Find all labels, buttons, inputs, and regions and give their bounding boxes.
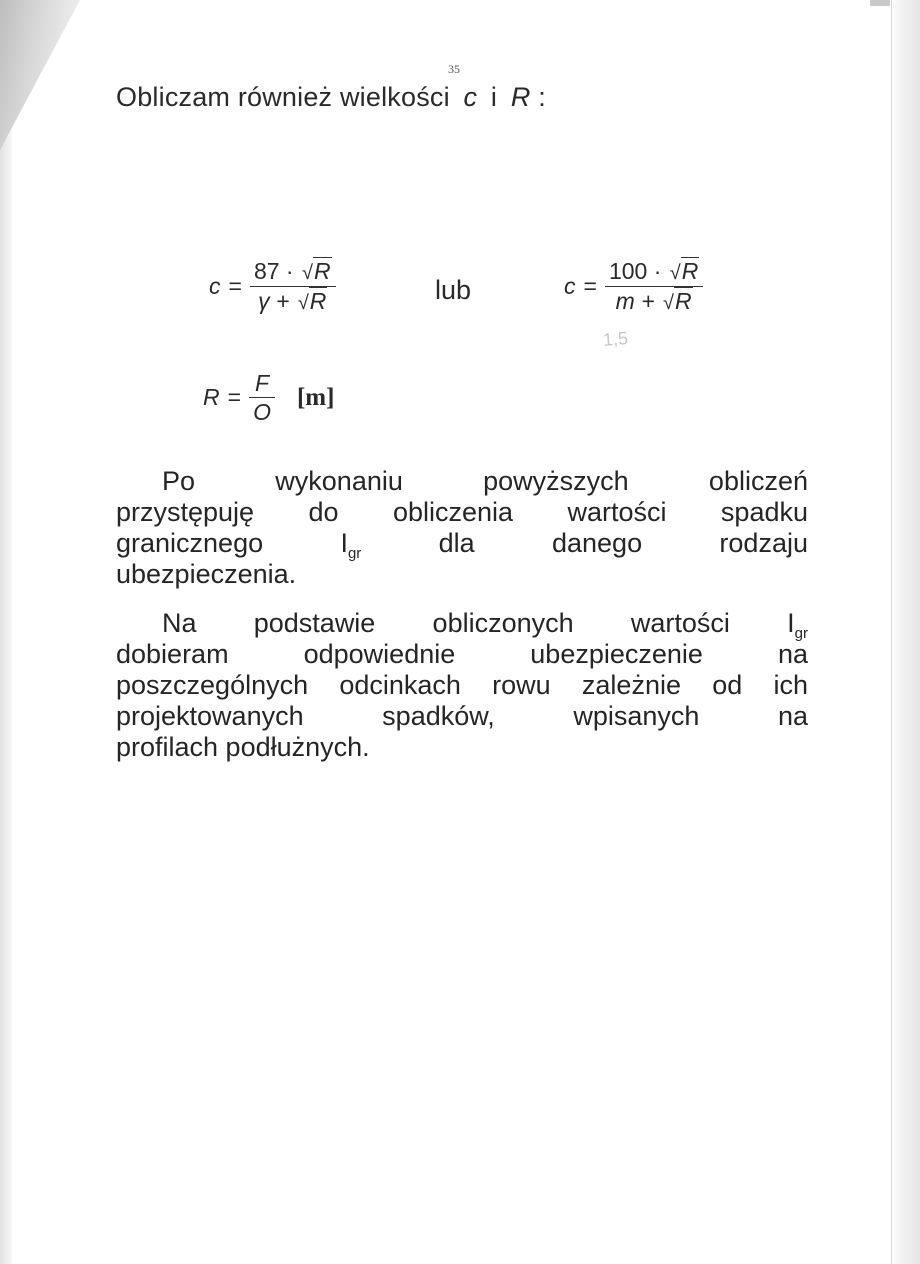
radicand: R [681, 258, 699, 284]
symbol-base: I [787, 608, 795, 638]
radical-sign-icon: √ [297, 292, 309, 314]
numerator [605, 258, 703, 285]
symbol-i-gr [787, 608, 808, 642]
line-text: granicznego [116, 528, 264, 558]
paragraph-line: profilach podłużnych. [116, 732, 370, 762]
page-number: 35 [448, 62, 460, 76]
radicand: R [675, 288, 692, 314]
unit-label: [m] [296, 383, 335, 411]
line-text: rodzaju [719, 528, 808, 558]
paragraph-line: poszczególnych odcinkach rowu zależnie od ich [116, 670, 808, 700]
formula-hydraulic-radius [203, 370, 334, 426]
radical-sign-icon: √ [663, 292, 675, 314]
paragraph-protection-selection [116, 608, 808, 763]
fraction-bar [249, 397, 275, 398]
scan-right-edge-shadow [890, 0, 920, 1264]
equals-sign: = [228, 273, 242, 299]
scan-left-edge-shadow [0, 0, 12, 1264]
numerator [250, 258, 336, 285]
denominator [254, 288, 331, 315]
formula-lhs: R [203, 384, 220, 411]
symbol-base: I [340, 528, 348, 558]
formula-connector: lub [435, 275, 472, 305]
equals-sign: = [583, 273, 597, 299]
paragraph-line: ubezpieczenia. [116, 559, 297, 589]
radicand: R [313, 258, 331, 284]
radicand: R [309, 288, 327, 314]
section-intro-heading [116, 82, 546, 113]
handwritten-annotation: 1,5 [602, 328, 629, 350]
symbol-subscript: gr [794, 625, 808, 642]
paragraph-line [116, 466, 808, 497]
square-root [661, 288, 693, 315]
line-text: Po wykonaniu powyższych obliczeń [162, 466, 808, 496]
paragraph-line [116, 608, 808, 642]
square-root [296, 288, 328, 315]
line-text: danego [551, 528, 643, 558]
numerator-coefficient: 87 · [253, 258, 294, 284]
equals-sign: = [227, 384, 242, 411]
paragraph-line: przystępuję do obliczenia wartości spadku [116, 497, 808, 527]
heading-var-c: c [463, 82, 478, 112]
radical-sign-icon: √ [669, 262, 681, 284]
paragraph-limit-slope [116, 466, 808, 590]
square-root [300, 258, 332, 285]
scan-top-right-mark [870, 0, 890, 6]
scan-folded-corner [0, 0, 80, 150]
denominator [612, 288, 697, 315]
page-edge-line [891, 0, 892, 1264]
fraction [250, 258, 336, 315]
fraction [605, 258, 703, 315]
heading-text: Obliczam również wielkości [116, 82, 450, 112]
heading-var-r: R [510, 82, 531, 112]
numerator: F [254, 370, 270, 396]
denominator-variable: γ + [258, 288, 290, 314]
line-text: Na podstawie obliczonych wartości [162, 608, 730, 638]
formula-lhs: c [209, 273, 221, 299]
radical-sign-icon: √ [301, 262, 313, 284]
heading-conjunction: i [490, 82, 498, 112]
denominator-variable: m + [615, 288, 655, 314]
numerator-coefficient: 100 · [608, 258, 662, 284]
formula-chezy-pavlovsky [209, 258, 336, 315]
heading-colon: : [538, 82, 546, 112]
symbol-i-gr [340, 528, 362, 562]
line-text: dla [438, 528, 475, 558]
formula-chezy-kutter [564, 258, 703, 315]
fraction [249, 370, 275, 426]
paragraph-line: dobieram odpowiednie ubezpieczenie na [116, 639, 808, 669]
square-root [668, 258, 700, 285]
denominator: O [253, 399, 271, 426]
symbol-subscript: gr [347, 545, 362, 562]
paragraph-line [116, 528, 808, 562]
paragraph-line: projektowanych spadków, wpisanych na [116, 701, 808, 731]
formula-lhs: c [564, 273, 576, 299]
